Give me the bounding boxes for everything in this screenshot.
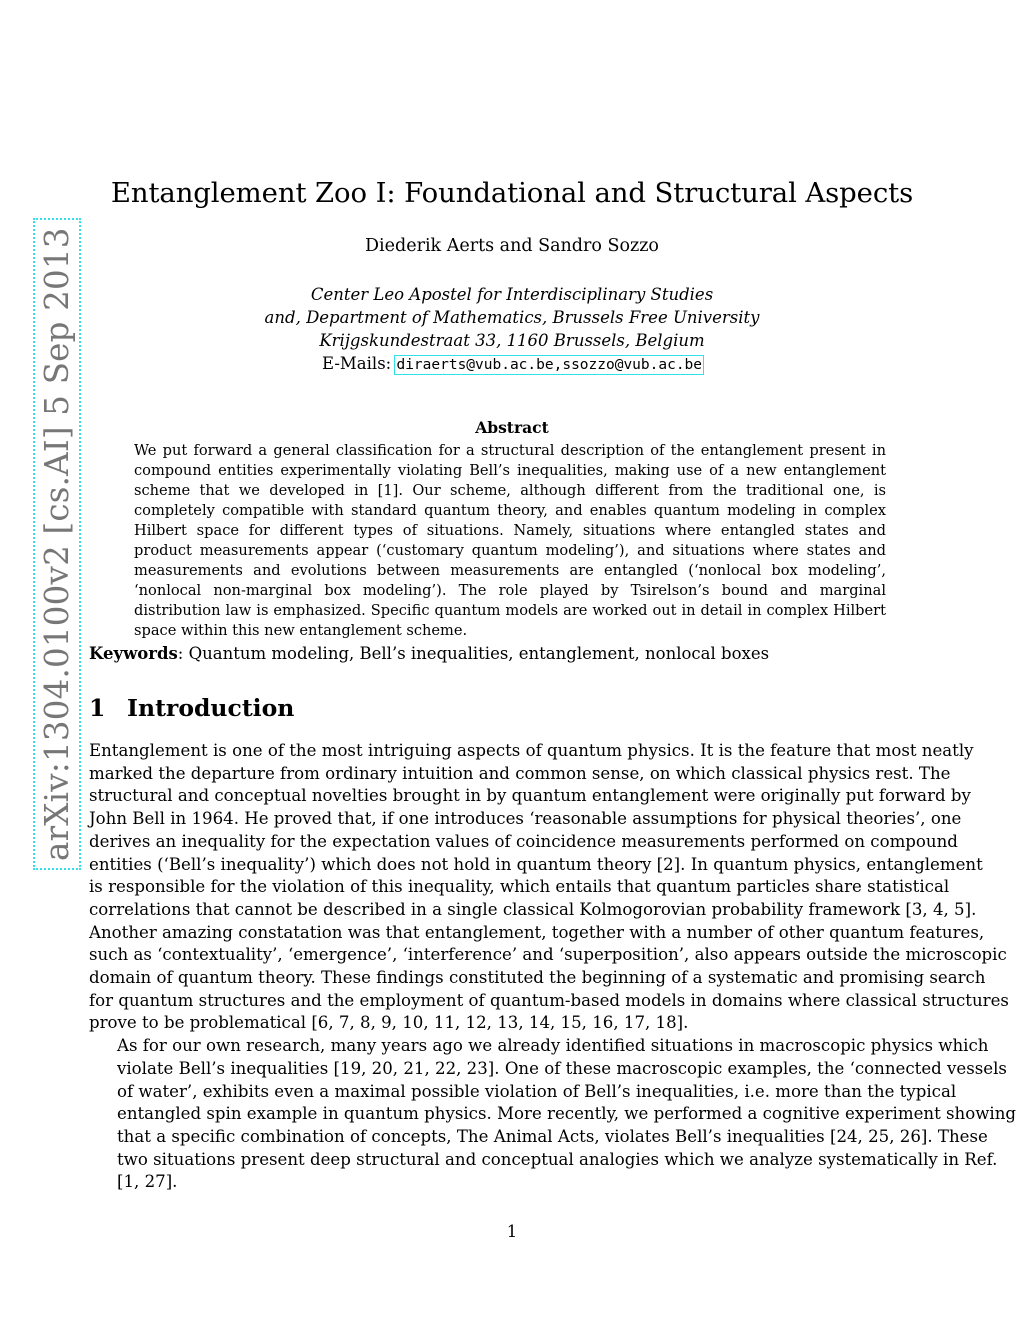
text-line: marked the departure from ordinary intuition and common sense, on which classical physics rest. The: [89, 763, 951, 783]
text-line: of water’, exhibits even a maximal possible violation of Bell’s inequalities, i.e. more than the typical: [117, 1081, 957, 1101]
affiliation-line-1: Center Leo Apostel for Interdisciplinary Studies: [310, 285, 714, 304]
text-line: such as ‘contextuality’, ‘emergence’, ‘interference’ and ‘superposition’, also appears outside the microscopic: [89, 945, 1007, 965]
text-line: correlations that cannot be described in a single classical Kolmogorovian probability framework [3, 4, 5].: [89, 899, 977, 919]
paragraph-1: [89, 740, 1009, 1035]
text-line: As for our own research, many years ago we already identified situations in macroscopic physics which: [117, 1036, 989, 1056]
paper-authors: Diederik Aerts and Sandro Sozzo: [365, 236, 659, 256]
keywords-text: : Quantum modeling, Bell’s inequalities, entanglement, nonlocal boxes: [177, 644, 770, 663]
affiliation-line-3: Krijgskundestraat 33, 1160 Brussels, Belgium: [319, 331, 705, 350]
section-number: 1: [89, 694, 106, 722]
keywords-line: [89, 644, 939, 663]
text-line: is responsible for the violation of this inequality, which entails that quantum particles share statistical: [89, 877, 950, 897]
text-line: [1, 27].: [117, 1172, 178, 1192]
affiliation-line-2: and, Department of Mathematics, Brussels Free University: [264, 308, 760, 327]
arxiv-watermark: arXiv:1304.0100v2 [cs.AI] 5 Sep 2013: [38, 223, 76, 865]
paper-title: Entanglement Zoo I: Foundational and Structural Aspects: [110, 177, 914, 209]
text-line: entangled spin example in quantum physics. More recently, we performed a cognitive experiment showing: [117, 1104, 1017, 1124]
text-line: Entanglement is one of the most intriguing aspects of quantum physics. It is the feature that most neatly: [89, 741, 974, 760]
keywords-label: Keywords: [89, 644, 178, 663]
abstract-heading: Abstract: [475, 418, 549, 437]
text-line: structural and conceptual novelties brought in by quantum entanglement were originally put forward by: [89, 786, 971, 806]
text-line: entities (‘Bell’s inequality’) which does not hold in quantum theory [2]. In quantum physics, entanglement: [89, 854, 983, 874]
text-line: prove to be problematical [6, 7, 8, 9, 10, 11, 12, 13, 14, 15, 16, 17, 18].: [89, 1013, 689, 1033]
emails-label: E-Mails:: [321, 354, 397, 373]
abstract-text: We put forward a general classification for a structural description of the entanglement present in compound entities experimentally violating Bell’s inequalities, making use of a new entanglement scheme that we developed in [1]. Our scheme, although different from the traditional one, is completely compatible with standard quantum theory, and enables quantum modeling in complex Hilbert space for different types of situations. Namely, situations where entangled states and product measurements appear (‘customary quantum modeling’), and situations where states and measurements and evolutions between measurements are entangled (‘nonlocal box modeling’, ‘nonlocal non-marginal box modeling’). The role played by Tsirelson’s bound and marginal distribution law is emphasized. Specific quantum models are worked out in detail in complex Hilbert space within this new entanglement scheme.: [134, 442, 886, 639]
text-line: for quantum structures and the employment of quantum-based models in domains where classical structures: [89, 990, 1009, 1010]
page-number: 1: [506, 1222, 518, 1241]
text-line: two situations present deep structural and conceptual analogies which we analyze systematically in Ref.: [117, 1149, 998, 1169]
emails-line: [0, 354, 1024, 373]
text-line: Another amazing constatation was that entanglement, together with a number of other quantum features,: [89, 922, 985, 942]
emails-link[interactable]: diraerts@vub.ac.be,ssozzo@vub.ac.be: [396, 357, 703, 373]
text-line: domain of quantum theory. These findings constituted the beginning of a systematic and promising search: [89, 968, 986, 988]
section-heading: [89, 694, 294, 722]
section-title: Introduction: [127, 694, 295, 722]
text-line: that a specific combination of concepts, The Animal Acts, violates Bell’s inequalities [24, 25, 26]. These: [117, 1126, 988, 1146]
text-line: John Bell in 1964. He proved that, if one introduces ‘reasonable assumptions for physical theories’, one: [89, 809, 962, 829]
text-line: derives an inequality for the expectation values of coincidence measurements performed on compound: [89, 831, 958, 851]
paragraph-2: [89, 1035, 1017, 1194]
text-line: violate Bell’s inequalities [19, 20, 21, 22, 23]. One of these macroscopic examples, the ‘connected vessels: [117, 1058, 1007, 1078]
body-text: [89, 740, 1017, 1194]
